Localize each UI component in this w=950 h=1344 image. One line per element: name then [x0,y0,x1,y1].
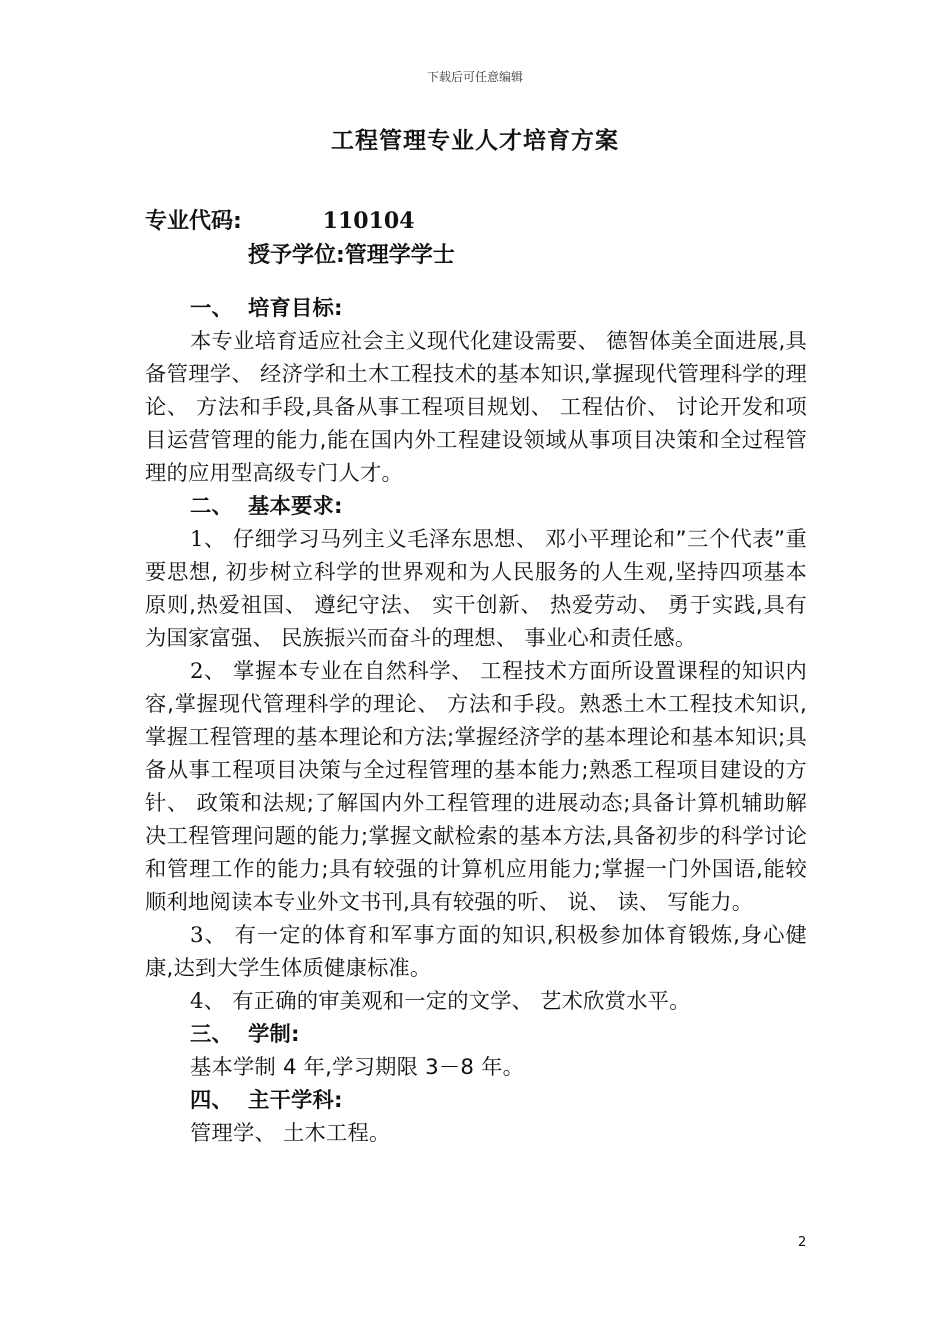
section-title: 基本要求: [248,494,343,519]
section-title: 培育目标: [248,296,343,321]
item-text: 有正确的审美观和一定的文学、 艺术欣赏水平。 [225,989,691,1014]
degree-line: 授予学位:管理学学士 [248,243,455,268]
major-code-label: 专业代码: [145,209,242,234]
duration-text: 基本学制 4 年,学习期限 3－8 年。 [190,1055,525,1080]
document-body [145,292,807,1150]
item-text: 掌握本专业在自然科学、 工程技术方面所设置课程的知识内容,掌握现代管理科学的理论、 方法和手段。熟悉土木工程技术知识,掌握工程管理的基本理论和方法;掌握经济学的基本理论和基本知识;具备从事工程项目决策与全过程管理的基本能力;熟悉工程项目建设的方针、 政策和法规;了解国内外工程管理的进展动态;具备计算机辅助解决工程管理问题的能力;掌握文献检索的基本方法,具备初步的科学讨论和管理工作的能力;具有较强的计算机应用能力;掌握一门外国语,能较顺利地阅读本专业外文书刊,具有较强的听、 说、 读、 写能力。 [145,659,807,915]
item-number: 2、 [190,659,226,684]
section-number: 三、 [190,1022,233,1047]
section-heading-duration [145,1018,807,1051]
major-code-value: 110104 [322,208,415,234]
section-number: 四、 [190,1088,233,1113]
section-number: 二、 [190,494,233,519]
item-text: 有一定的体育和军事方面的知识,积极参加体育锻炼,身心健康,达到大学生体质健康标准。 [145,923,808,981]
section-heading-objectives [145,292,807,325]
item-number: 4、 [190,989,226,1014]
page-number: 2 [798,1235,807,1250]
section-title: 主干学科: [248,1088,343,1113]
section-heading-disciplines [145,1084,807,1117]
requirement-item-1 [145,523,807,655]
requirement-item-2 [145,655,807,919]
major-code-row [145,204,415,235]
header-note: 下载后可任意编辑 [426,70,523,84]
item-number: 3、 [190,923,227,948]
section-heading-requirements [145,490,807,523]
objectives-paragraph: 本专业培育适应社会主义现代化建设需要、 德智体美全面进展,具备管理学、 经济学和土木工程技术的基本知识,掌握现代管理科学的理论、 方法和手段,具备从事工程项目规划、 工程估价、 讨论开发和项目运营管理的能力,能在国内外工程建设领域从事项目决策和全过程管理的应用型高级专门人才。 [145,329,807,486]
disciplines-text: 管理学、 土木工程。 [190,1121,391,1146]
page-title: 工程管理专业人才培育方案 [331,128,619,154]
section-number: 一、 [190,296,233,321]
requirement-item-4 [145,985,807,1018]
requirement-item-3 [145,919,807,985]
item-number: 1、 [190,527,226,552]
section-title: 学制: [248,1022,300,1047]
item-text: 仔细学习马列主义毛泽东思想、 邓小平理论和”三个代表”重要思想, 初步树立科学的世界观和为人民服务的人生观,坚持四项基本原则,热爱祖国、 遵纪守法、 实干创新、 热爱劳动、 勇于实践,具有为国家富强、 民族振兴而奋斗的理想、 事业心和责任感。 [145,527,807,651]
